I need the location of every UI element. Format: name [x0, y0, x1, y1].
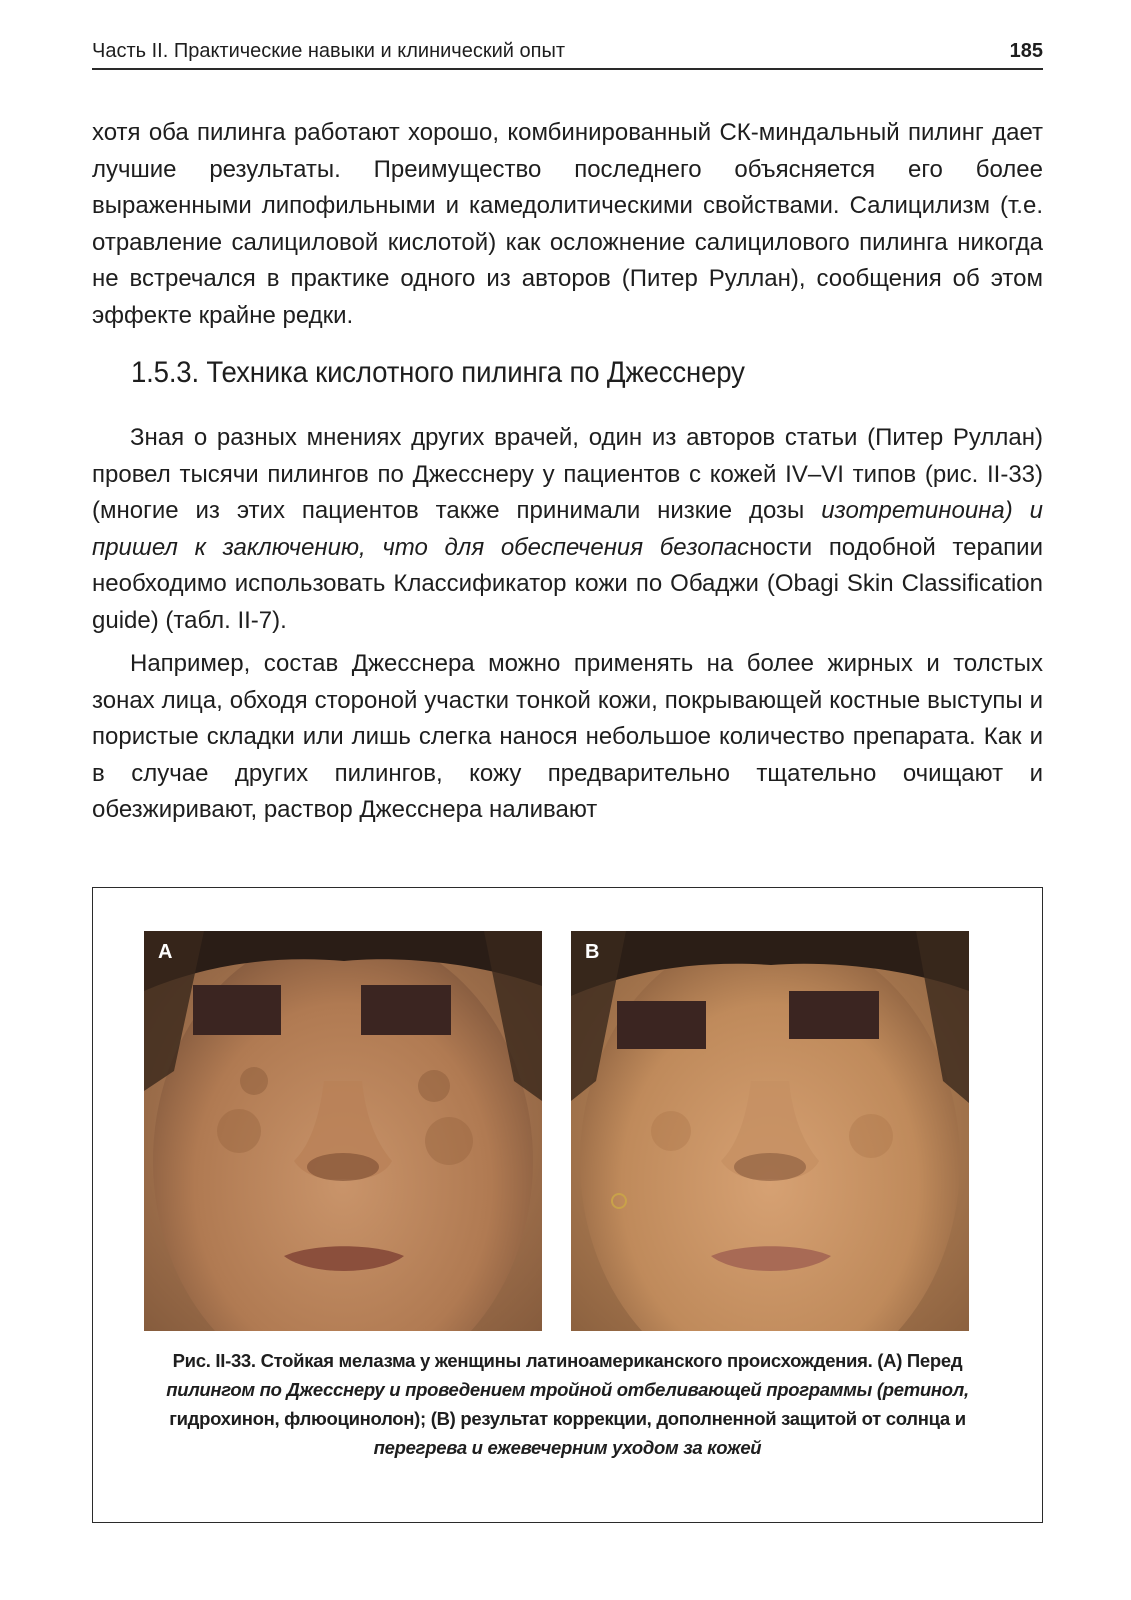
- caption-line-3: гидрохинон, флюоцинолон); (В) результат коррекции, дополненной защитой от солнца и: [169, 1408, 966, 1429]
- photo-before: [144, 931, 542, 1331]
- face-photo-before-image: [144, 931, 542, 1331]
- paragraph-2: [92, 420, 1043, 639]
- photo-label-a: A: [158, 941, 173, 963]
- page-number: 185: [1009, 40, 1043, 62]
- caption-line-1: [123, 1346, 1012, 1375]
- caption-lead: Рис. II-33.: [172, 1350, 256, 1371]
- paragraph-2-part1: Зная о разных мнениях других врачей, один из авторов статьи (Питер Руллан) провел тысячи пилингов по Джесснеру у пациентов с кожей IV–VI типов (рис. II-33) (многие из этих пациентов также принимали низкие дозы: [92, 424, 1043, 524]
- paragraph-1: хотя оба пилинга работают хорошо, комбинированный СК-миндальный пилинг дает лучшие результаты. Преимущество последнего объясняется его более выраженными липофильными и камедолитическими свойствами. Салицилизм (т.е. отравление салициловой кислотой) как осложнение салицилового пилинга никогда не встречался в практике одного из авторов (Питер Руллан), сообщения об этом эффекте крайне редки.: [92, 119, 1043, 329]
- photo-after: [571, 931, 969, 1331]
- photo-label-b: B: [585, 941, 600, 963]
- face-photo-after-image: [571, 931, 969, 1331]
- running-title: Часть II. Практические навыки и клинический опыт: [92, 40, 565, 62]
- paragraph-2-part2: ности подобной терапии необходимо использовать Классификатор кожи по Обаджи (Obagi Skin Classification guide) (табл. II-7).: [92, 533, 1043, 634]
- figure-caption: [123, 1346, 1012, 1462]
- paragraph-2-italic: изотретиноина) и пришел к заключению, что для обеспечения безопас: [92, 497, 1043, 561]
- figure-box: [92, 887, 1043, 1523]
- caption-line-4: перегрева и ежевечерним уходом за кожей: [373, 1437, 762, 1458]
- section-heading: 1.5.3. Техника кислотного пилинга по Джесснеру: [131, 356, 745, 389]
- page-header: [92, 34, 1043, 70]
- caption-line-2: пилингом по Джесснеру и проведением тройной отбеливающей программы (ретинол,: [166, 1379, 969, 1400]
- paragraph-3: Например, состав Джесснера можно применять на более жирных и толстых зонах лица, обходя стороной участки тонкой кожи, покрывающей костные выступы и пористые складки или лишь слегка нанося небольшое количество препарата. Как и в случае других пилингов, кожу предварительно тщательно очищают и обезжиривают, раствор Джесснера наливают: [92, 650, 1043, 823]
- caption-line-1-text: Стойкая мелазма у женщины латиноамериканского происхождения. (А) Перед: [255, 1350, 963, 1371]
